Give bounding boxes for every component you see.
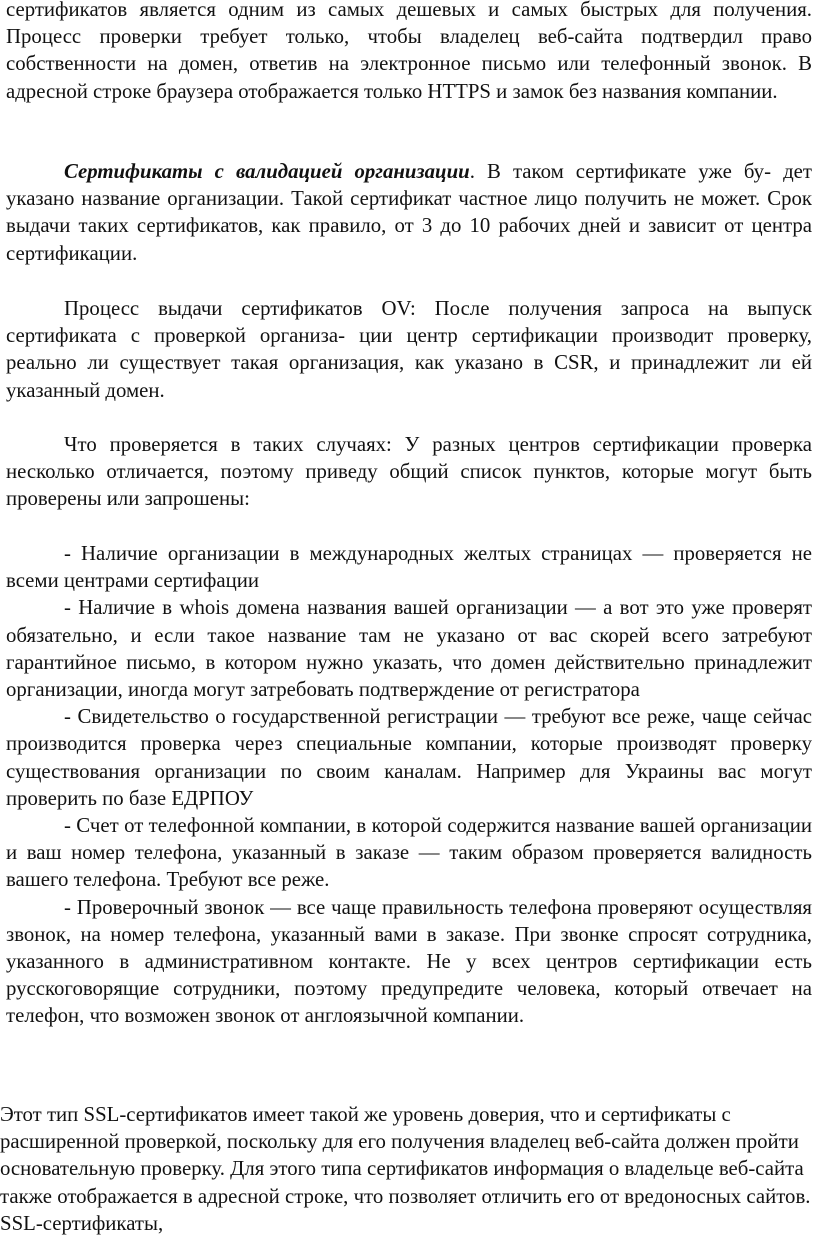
checklist-item-whois: - Наличие в whois домена названия вашей организации — а вот это уже проверят обязательно, и если такое название там не указано от вас скорей всего затребуют гарантийное письмо, в котором нужно указать, что домен действительно принадлежит организации, иногда могут затребовать подтверждение от регистратора: [6, 596, 812, 702]
checklist-item-yellow-pages: - Наличие организации в международных желтых страницах — проверяется не всеми центрами сертифации: [6, 542, 812, 593]
paragraph-ov-heading: Сертификаты с валидацией организации: [64, 160, 470, 183]
checklist: [6, 540, 812, 1030]
checklist-item-registration: - Свидетельство о государственной регистрации — требуют все реже, чаще сейчас производится проверка через специальные компании, которые производят проверку существования организации по своим каналам. Например для Украины вас могут проверить по базе ЕДРПОУ: [6, 705, 812, 810]
paragraph-dv-intro: [6, 0, 812, 105]
paragraph-dv-text: сертификатов является одним из самых дешевых и самых быстрых для получения. Процесс проверки требует только, чтобы владелец веб-сайта подтвердил право собственности на домен, ответив на электронное письмо или телефонный звонок. В адресной строке браузера отображается только HTTPS и замок без названия компании.: [6, 0, 812, 103]
paragraph-ov-process-text: Процесс выдачи сертификатов OV: После получения запроса на выпуск сертификата с проверкой организа- ции центр сертификации производит проверку, реально ли существует такая организация, как указано в CSR, и принадлежит ли ей указанный домен.: [6, 297, 812, 402]
paragraph-checks-intro-text: Что проверяется в таких случаях: У разных центров сертификации проверка несколько отличается, поэтому приведу общий список пунктов, которые могут быть проверены или запрошены:: [6, 433, 812, 511]
checklist-item-verification-call: - Проверочный звонок — все чаще правильность телефона проверяют осуществляя звонок, на номер телефона, указанный вами в заказе. При звонке спросят сотрудника, указанного в административном контакте. Не у всех центров сертификации есть русскоговорящие сотрудники, поэтому предупредите человека, который отвечает на телефон, что возможен звонок от англоязычной компании.: [6, 895, 812, 1028]
paragraph-ov-text: . В таком сертификате уже бу- дет указано название организации. Такой сертификат частное лицо получить не может. Срок выдачи таких сертификатов, как правило, от 3 до 10 рабочих дней и зависит от центра сертификации.: [6, 160, 812, 265]
checklist-item-phone-bill: - Счет от телефонной компании, в которой содержится название вашей организации и ваш номер телефона, указанный в заказе — таким образом проверяется валидность вашего телефона. Требуют все реже.: [6, 814, 812, 892]
paragraph-ov-definition: [6, 158, 812, 267]
paragraph-checks-intro: [6, 431, 812, 513]
paragraph-ov-process: [6, 295, 812, 404]
paragraph-trust-level: [0, 1101, 812, 1237]
paragraph-trust-level-text: Этот тип SSL-сертификатов имеет такой же уровень доверия, что и сертификаты с расширенной проверкой, поскольку для его получения владелец веб-сайта должен пройти основательную проверку. Для этого типа сертификатов информация о владельце веб-сайта также отображается в адресной строке, что позволяет отличить его от вредоносных сайтов. SSL-сертификаты,: [0, 1103, 811, 1235]
